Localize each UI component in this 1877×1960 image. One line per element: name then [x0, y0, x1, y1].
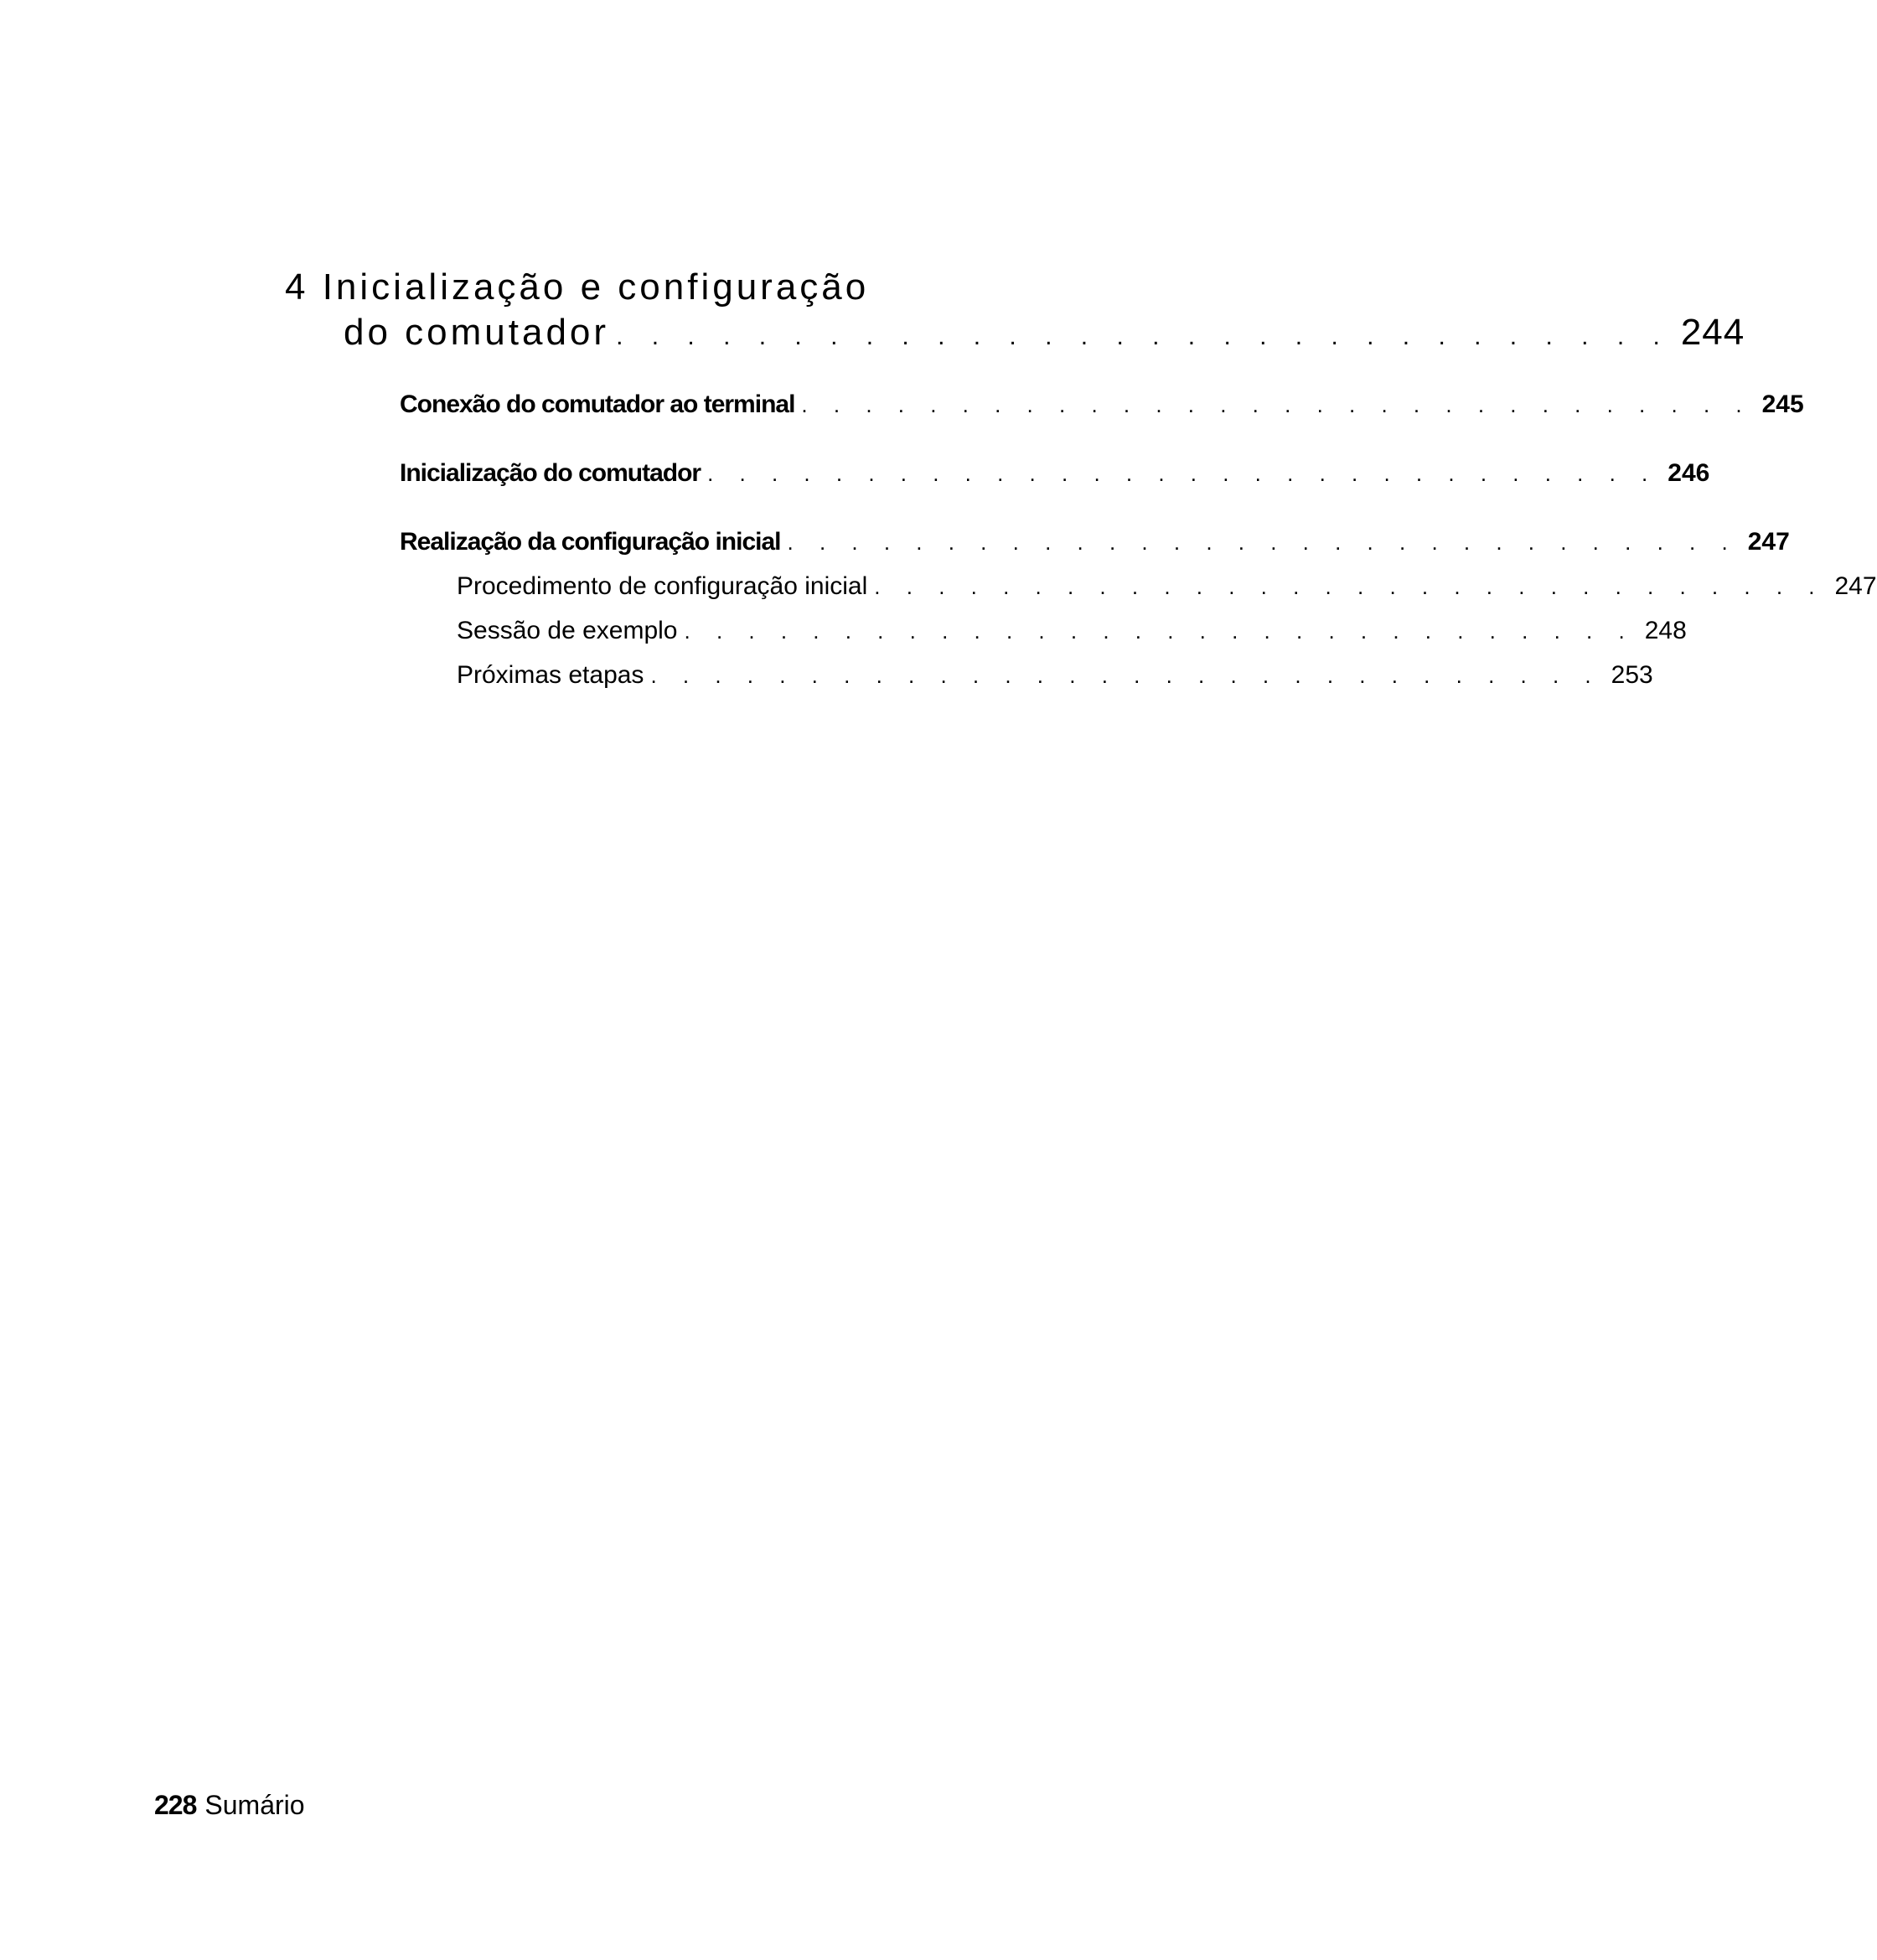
dot-leader: . . . . . . . . . . . . . . . . . . . . . . . . . . . . . .: [650, 663, 1601, 688]
subsection-title: Próximas etapas: [457, 661, 644, 689]
dot-leader: . . . . . . . . . . . . . . . . . . . . . . . . . . . . . .: [616, 323, 1671, 350]
footer-section-name: Sumário: [204, 1790, 305, 1820]
subsection-page-number: 247: [1834, 572, 1877, 600]
chapter-title-line1: 4 Inicialização e configuração: [285, 266, 870, 308]
section-page-number: 246: [1668, 459, 1710, 487]
toc-subsection-entry[interactable]: [457, 617, 1687, 645]
footer-page-number: 228: [154, 1790, 197, 1820]
subsection-title: Procedimento de configuração inicial: [457, 572, 868, 600]
dot-leader: . . . . . . . . . . . . . . . . . . . . . . . . . . . . . .: [801, 392, 1752, 417]
dot-leader: . . . . . . . . . . . . . . . . . . . . . . . . . . . . . .: [684, 618, 1635, 644]
page-footer: [154, 1790, 305, 1821]
toc-section-entry[interactable]: [400, 390, 1804, 419]
chapter-page-number: 244: [1680, 312, 1745, 353]
dot-leader: . . . . . . . . . . . . . . . . . . . . . . . . . . . . . .: [707, 461, 1658, 486]
toc-section-entry[interactable]: [400, 459, 1710, 488]
toc-subsection-entry[interactable]: [457, 661, 1653, 690]
subsection-title: Sessão de exemplo: [457, 617, 678, 644]
subsection-page-number: 248: [1644, 617, 1687, 644]
section-page-number: 245: [1761, 390, 1804, 418]
dot-leader: . . . . . . . . . . . . . . . . . . . . . . . . . . . . . .: [874, 574, 1825, 599]
section-title: Realização da configuração inicial: [400, 528, 781, 556]
subsection-page-number: 253: [1611, 661, 1653, 689]
section-page-number: 247: [1747, 528, 1790, 556]
section-title: Inicialização do comutador: [400, 459, 701, 487]
toc-subsection-entry[interactable]: [457, 572, 1877, 601]
section-title: Conexão do comutador ao terminal: [400, 390, 795, 418]
chapter-title-line2: do comutador: [344, 312, 610, 353]
dot-leader: . . . . . . . . . . . . . . . . . . . . . . . . . . . . . .: [787, 530, 1738, 555]
toc-chapter-entry[interactable]: [344, 312, 1745, 354]
toc-section-entry[interactable]: [400, 528, 1790, 556]
